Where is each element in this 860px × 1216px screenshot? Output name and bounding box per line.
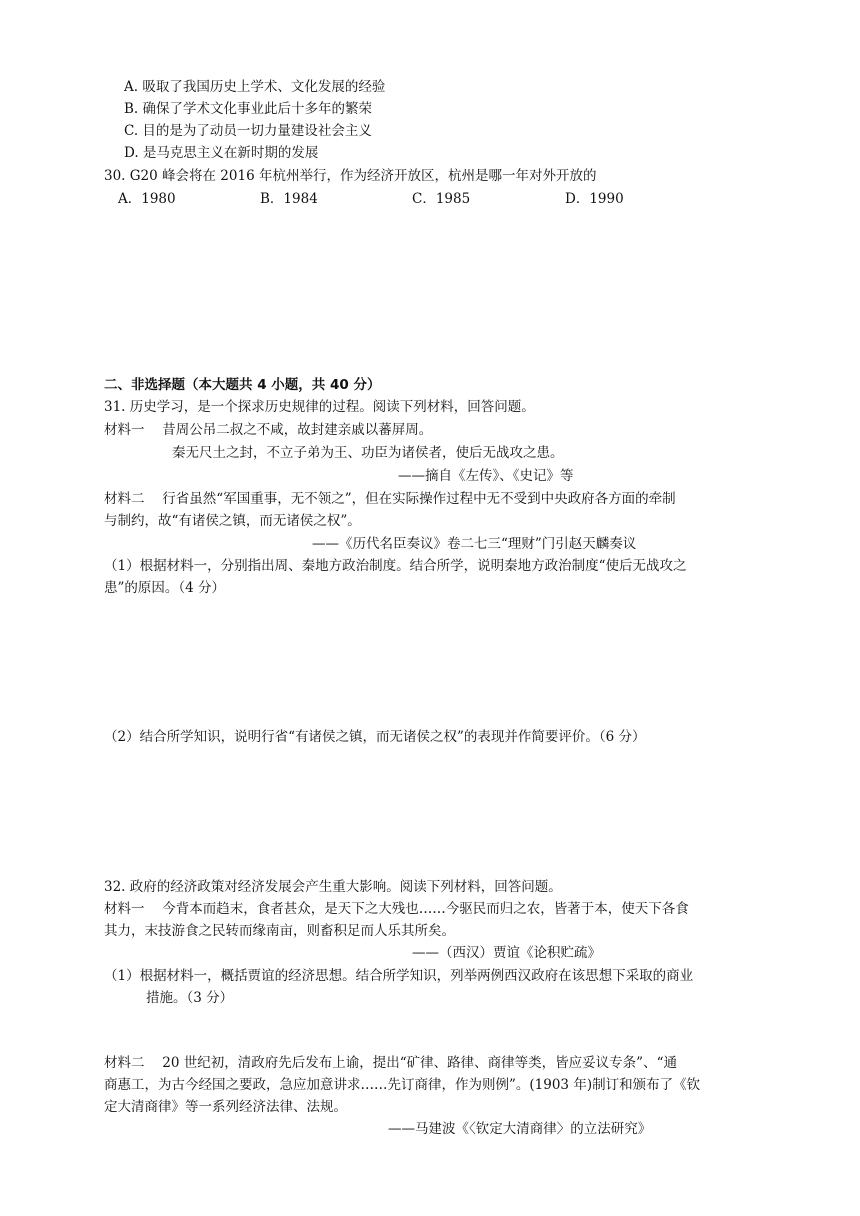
q32-material2-line3: 定大清商律》等一系列经济法律、法规。 — [104, 1099, 347, 1115]
q29-option-c: C. 目的是为了动员一切力量建设社会主义 — [124, 123, 372, 139]
q31-subquestion1-line2: 患”的原因。（4 分） — [104, 580, 226, 596]
q31-subquestion2: （2）结合所学知识，说明行省“有诸侯之镇，而无诸侯之权”的表现并作简要评价。（6 分） — [104, 729, 646, 745]
q32-material1-line2: 其力，末技游食之民转而缘南亩，则畜积足而人乐其所矣。 — [104, 923, 455, 939]
q32-material1-source: ——（西汉）贾谊《论积贮疏》 — [412, 945, 601, 961]
q32-subquestion1-line2: 措施。（3 分） — [146, 990, 234, 1006]
q32-subquestion1-line1: （1）根据材料一，概括贾谊的经济思想。结合所学知识，列举两例西汉政府在该思想下采取的商业 — [104, 968, 694, 984]
q31-material1-source: ——摘自《左传》、《史记》等 — [398, 468, 574, 484]
q31-material1-line2: 秦无尺土之封，不立子弟为王、功臣为诸侯者，使后无战攻之患。 — [172, 445, 564, 461]
q31-material2-line1: 材料二 行省虽然“军国重事，无不领之”，但在实际操作过程中无不受到中央政府各方面的牵制 — [104, 491, 676, 507]
q31-material2-source: ——《历代名臣奏议》卷二七三“理财”门引赵天麟奏议 — [312, 536, 637, 552]
q32-material2-source: ——马建波《〈钦定大清商律〉的立法研究》 — [388, 1121, 652, 1137]
q31-material2-line2: 与制约，故“有诸侯之镇，而无诸侯之权”。 — [104, 513, 361, 529]
q29-option-b: B. 确保了学术文化事业此后十多年的繁荣 — [124, 101, 373, 117]
q32-material2-line2: 商惠工，为古今经国之要政，急应加意讲求……先订商律，作为则例”。(1903 年)制订和颁布了《钦 — [104, 1077, 701, 1093]
section-heading: 二、非选择题（本大题共 4 小题，共 40 分） — [104, 377, 381, 393]
q30-option-a: A．1980 — [118, 191, 176, 207]
q32-material1-line1: 材料一 今背本而趋末，食者甚众，是天下之大残也……今驱民而归之农，皆著于本，使天下各食 — [104, 901, 689, 917]
q30-option-d: D．1990 — [565, 191, 624, 207]
q31-stem: 31. 历史学习，是一个探求历史规律的过程。阅读下列材料，回答问题。 — [104, 399, 535, 415]
q30-option-b: B．1984 — [260, 191, 318, 207]
q30-option-c: C．1985 — [412, 191, 471, 207]
q32-material2-line1: 材料二 20 世纪初，清政府先后发布上谕，提出“矿律、路律、商律等类，皆应妥议专条”、“通 — [104, 1055, 677, 1071]
q31-subquestion1-line1: （1）根据材料一，分别指出周、秦地方政治制度。结合所学，说明秦地方政治制度“使后无战攻之 — [104, 558, 687, 574]
q31-material1-line1: 材料一 昔周公吊二叔之不咸，故封建亲戚以蕃屏周。 — [104, 422, 433, 438]
q29-option-d: D. 是马克思主义在新时期的发展 — [124, 145, 319, 161]
q32-stem: 32. 政府的经济政策对经济发展会产生重大影响。阅读下列材料，回答问题。 — [104, 879, 562, 895]
q29-option-a: A. 吸取了我国历史上学术、文化发展的经验 — [124, 79, 386, 95]
q30-stem: 30. G20 峰会将在 2016 年杭州举行，作为经济开放区，杭州是哪一年对外开放的 — [104, 168, 597, 184]
